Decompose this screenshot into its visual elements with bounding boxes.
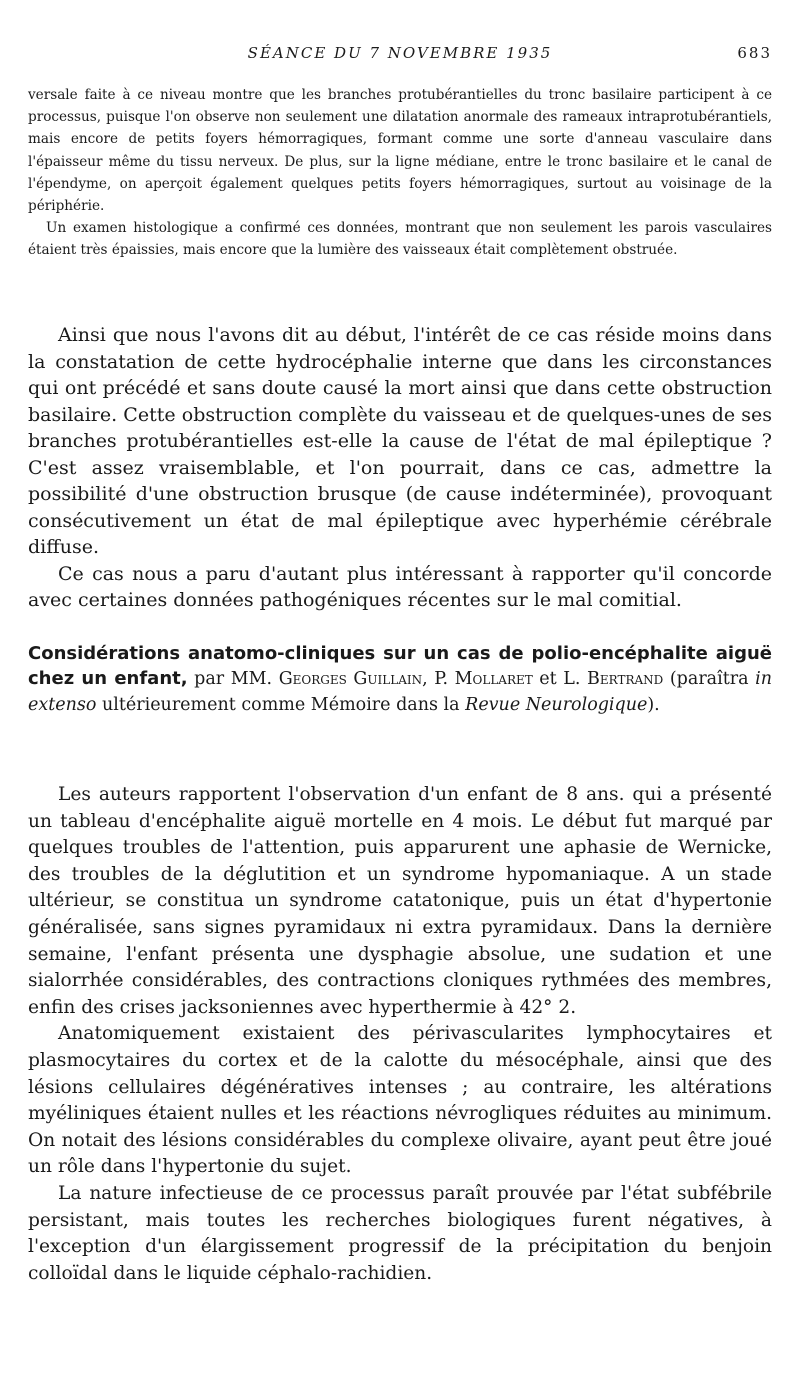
in-extenso: in extenso [28, 669, 772, 715]
abstract-paragraph-3: La nature infectieuse de ce processus paraît prouvée par l'état subfébrile persistant, mais toutes les recherches biologiques furent négatives, à l'exception d'un élargissement progressif de la précipitation du benjoin colloïdal dans le liquide céphalo-rachidien. [28, 1182, 772, 1284]
section-heading [28, 641, 772, 718]
journal-name: Revue Neurologique [465, 695, 648, 715]
running-title: SÉANCE DU 7 NOVEMBRE 1935 [247, 44, 553, 62]
abstract-paragraph-2: Anatomiquement existaient des périvascularites lymphocytaires et plasmocytaires du cortex et de la calotte du mésocéphale, ainsi que des lésions cellulaires dégénératives intenses ; au contraire, les altérations myéliniques étaient nulles et les réactions névrogliques réduites au minimum. On notait des lésions considérables du complexe olivaire, ayant peut être joué un rôle dans l'hypertonie du sujet. [28, 1023, 772, 1178]
paren-open: (paraîtra [663, 669, 756, 689]
paren-close: ). [647, 695, 660, 715]
byline-par: par MM. [187, 669, 279, 689]
byline-mid: ultérieurement comme Mémoire dans la [96, 695, 466, 715]
body-paragraph-1: Ainsi que nous l'avons dit au début, l'intérêt de ce cas réside moins dans la constatation de cette hydrocéphalie interne que dans les circonstances qui ont précédé et sans doute causé la mort ainsi que dans cette obstruction basilaire. Cette obstruction complète du vaisseau et de quelques-unes de ses branches protubérantielles est-elle la cause de l'état de mal épileptique ? C'est assez vraisemblable, et l'on pourrait, dans ce cas, admettre la possibilité d'une obstruction brusque (de cause indéterminée), provoquant consécutivement un état de mal épileptique avec hyperhémie cérébrale diffuse. [28, 324, 772, 558]
author-sep-2: et [532, 669, 564, 689]
small-print-block [28, 84, 772, 262]
author-1: Georges Guillain [278, 669, 423, 689]
small-paragraph-2: Un examen histologique a confirmé ces données, montrant que non seulement les parois vasculaires étaient très épaissies, mais encore que la lumière des vaisseaux était complètement obstruée. [28, 220, 772, 259]
author-3: L. Bertrand [563, 669, 664, 689]
body-text-part-1 [28, 322, 772, 614]
author-sep-1: , [422, 669, 435, 689]
body-paragraph-2: Ce cas nous a paru d'autant plus intéressant à rapporter qu'il concorde avec certaines données pathogéniques récentes sur le mal comitial. [28, 562, 772, 611]
abstract-paragraph-1: Les auteurs rapportent l'observation d'un enfant de 8 ans. qui a présenté un tableau d'encéphalite aiguë mortelle en 4 mois. Le début fut marqué par quelques troubles de l'attention, puis apparurent une aphasie de Wernicke, des troubles de la déglutition et un syndrome hypomaniaque. A un stade ultérieur, se constitua un syndrome catatonique, puis un état d'hypertonie généralisée, sans signes pyramidaux ni extra pyramidaux. Dans la dernière semaine, l'enfant présenta une dysphagie absolue, une sudation et une sialorrhée considérables, des contractions cloniques rythmées des membres, enfin des crises jacksoniennes avec hyperthermie à 42° 2. [28, 784, 772, 1018]
page-number: 683 [737, 44, 772, 62]
running-head [28, 44, 772, 66]
body-text-part-2 [28, 782, 772, 1287]
section-title: Considérations anatomo-cliniques sur un cas de polio-encéphalite aiguë chez un enfant, [28, 643, 772, 689]
author-2: P. Mollaret [434, 669, 533, 689]
book-page [28, 0, 772, 1383]
small-paragraph-1: versale faite à ce niveau montre que les branches protubérantielles du tronc basilaire participent à ce processus, puisque l'on observe non seulement une dilatation anormale des rameaux intraprotubérantiels, mais encore de petits foyers hémorragiques, formant comme une sorte d'anneau vasculaire dans l'épaisseur même du tissu nerveux. De plus, sur la ligne médiane, entre le tronc basilaire et le canal de l'épendyme, on aperçoit également quelques petits foyers hémorragiques, surtout au voisinage de la périphérie. [28, 87, 772, 215]
